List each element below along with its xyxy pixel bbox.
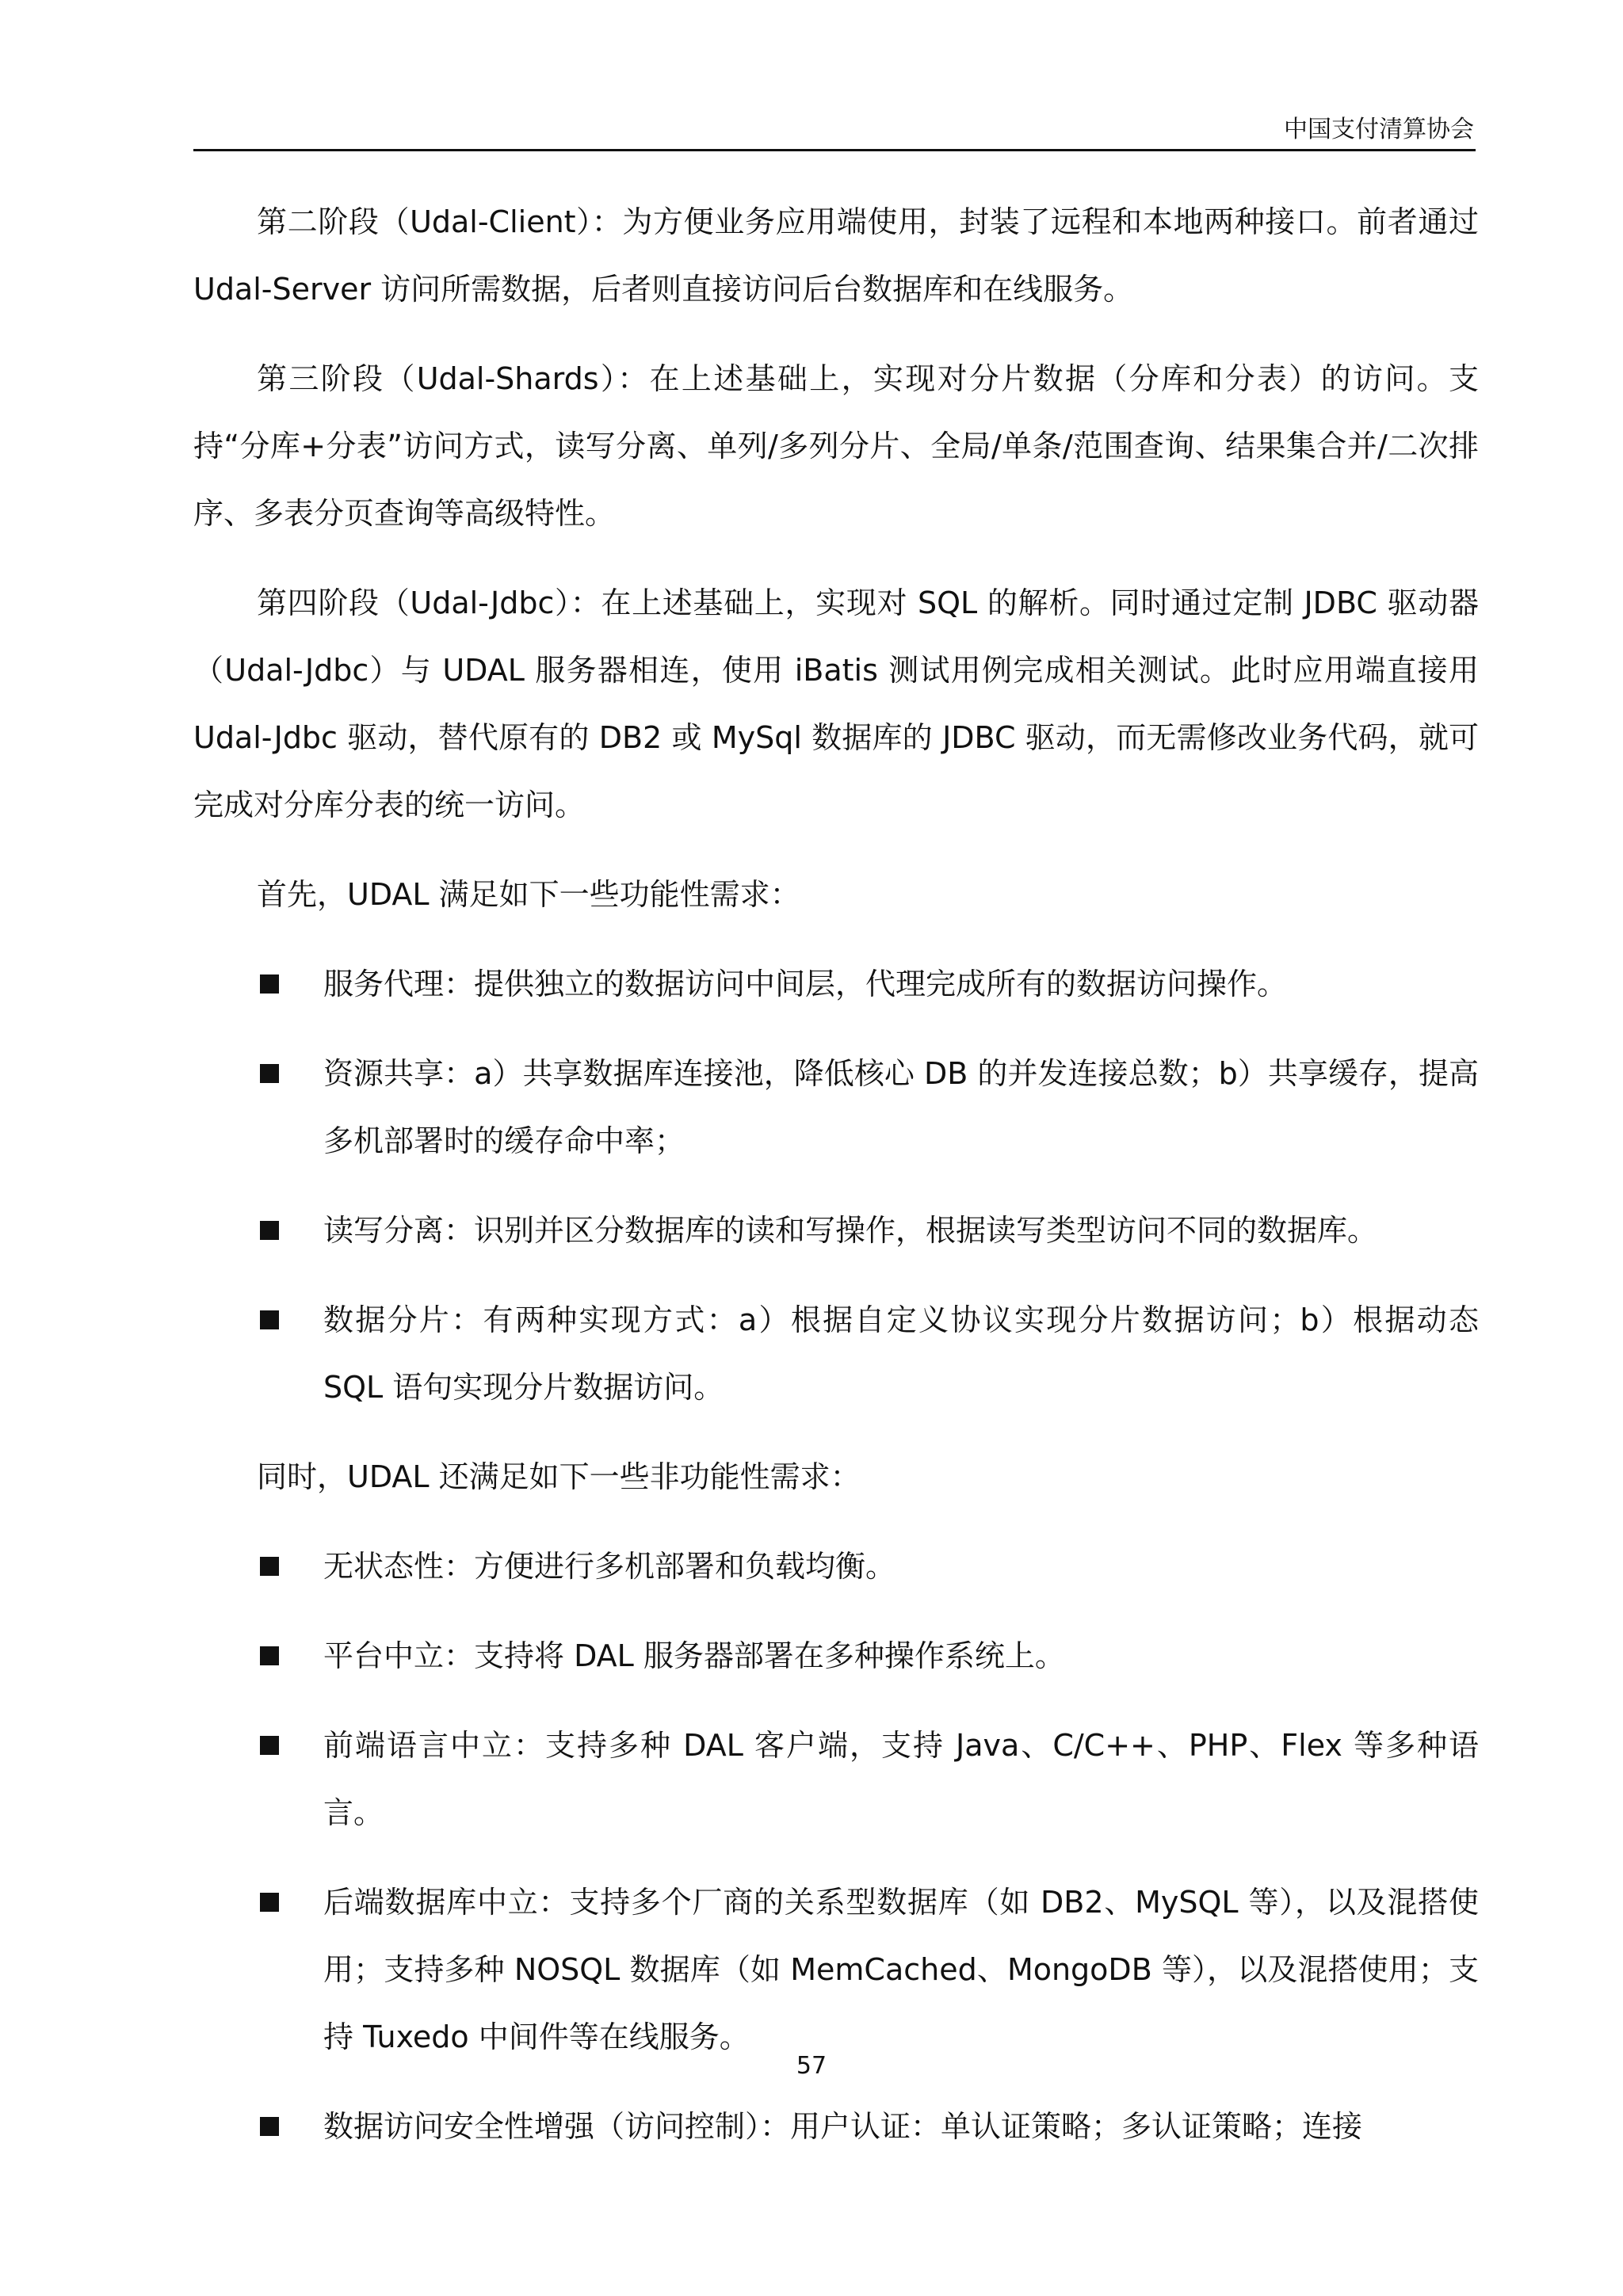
paragraph-stage-four: 第四阶段（Udal-Jdbc）：在上述基础上，实现对 SQL 的解析。同时通过定制 JDBC 驱动器（Udal-Jdbc）与 UDAL 服务器相连，使用 iBatis 测试用例完成相关测试。此时应用端直接用 Udal-Jdbc 驱动，替代原有的 DB2 或 MySql 数据库的 JDBC 驱动，而无需修改业务代码，就可完成对分库分表的统一访问。 bbox=[193, 585, 1479, 822]
page-number: 57 bbox=[796, 2052, 827, 2080]
list-item bbox=[193, 1040, 1479, 1175]
list-item bbox=[193, 1533, 1479, 1600]
paragraph-stage-three: 第三阶段（Udal-Shards）：在上述基础上，实现对分片数据（分库和分表）的访问。支持“分库+分表”访问方式，读写分离、单列/多列分片、全局/单条/范围查询、结果集合并/二次排序、多表分页查询等高级特性。 bbox=[193, 361, 1479, 531]
header-organization: 中国支付清算协会 bbox=[1284, 116, 1474, 143]
square-bullet-icon bbox=[260, 1533, 323, 1600]
square-bullet-icon bbox=[260, 1623, 323, 1690]
list-item bbox=[193, 1287, 1479, 1421]
list-item bbox=[193, 1712, 1479, 1847]
square-bullet-icon bbox=[260, 951, 323, 1018]
paragraph-stage-two: 第二阶段（Udal-Client）：为方便业务应用端使用，封装了远程和本地两种接口。前者通过 Udal-Server 访问所需数据，后者则直接访问后台数据库和在线服务。 bbox=[193, 204, 1479, 307]
functional-requirements-intro: 首先，UDAL 满足如下一些功能性需求： bbox=[257, 877, 800, 912]
square-bullet-icon bbox=[260, 1197, 323, 1264]
list-item-text: 数据分片：有两种实现方式：a）根据自定义协议实现分片数据访问；b）根据动态 SQL 语句实现分片数据访问。 bbox=[323, 1302, 1479, 1405]
list-item bbox=[193, 2093, 1479, 2161]
header-rule bbox=[193, 149, 1476, 151]
list-item-text: 后端数据库中立：支持多个厂商的关系型数据库（如 DB2、MySQL 等），以及混搭使用；支持多种 NOSQL 数据库（如 MemCached、MongoDB 等），以及混搭使用；支持 Tuxedo 中间件等在线服务。 bbox=[323, 1885, 1479, 2054]
square-bullet-icon bbox=[260, 1712, 323, 1847]
page-body bbox=[193, 189, 1479, 2183]
list-item bbox=[193, 1623, 1479, 1690]
nonfunctional-requirements-intro: 同时，UDAL 还满足如下一些非功能性需求： bbox=[257, 1459, 861, 1494]
list-item bbox=[193, 1869, 1479, 2071]
list-item bbox=[193, 951, 1479, 1018]
square-bullet-icon bbox=[260, 1287, 323, 1421]
square-bullet-icon bbox=[260, 1040, 323, 1175]
square-bullet-icon bbox=[260, 1869, 323, 2071]
square-bullet-icon bbox=[260, 2093, 323, 2161]
list-item-text: 数据访问安全性增强（访问控制）：用户认证：单认证策略；多认证策略；连接 bbox=[323, 2109, 1363, 2144]
list-item-text: 平台中立：支持将 DAL 服务器部署在多种操作系统上。 bbox=[323, 1638, 1065, 1673]
list-item bbox=[193, 1197, 1479, 1264]
list-item-text: 服务代理：提供独立的数据访问中间层，代理完成所有的数据访问操作。 bbox=[323, 967, 1288, 1001]
list-item-text: 资源共享：a）共享数据库连接池，降低核心 DB 的并发连接总数；b）共享缓存，提高多机部署时的缓存命中率； bbox=[323, 1056, 1479, 1158]
list-item-text: 读写分离：识别并区分数据库的读和写操作，根据读写类型访问不同的数据库。 bbox=[323, 1213, 1378, 1248]
list-item-text: 无状态性：方便进行多机部署和负载均衡。 bbox=[323, 1549, 896, 1584]
list-item-text: 前端语言中立：支持多种 DAL 客户端，支持 Java、C/C++、PHP、Flex 等多种语言。 bbox=[323, 1728, 1479, 1830]
